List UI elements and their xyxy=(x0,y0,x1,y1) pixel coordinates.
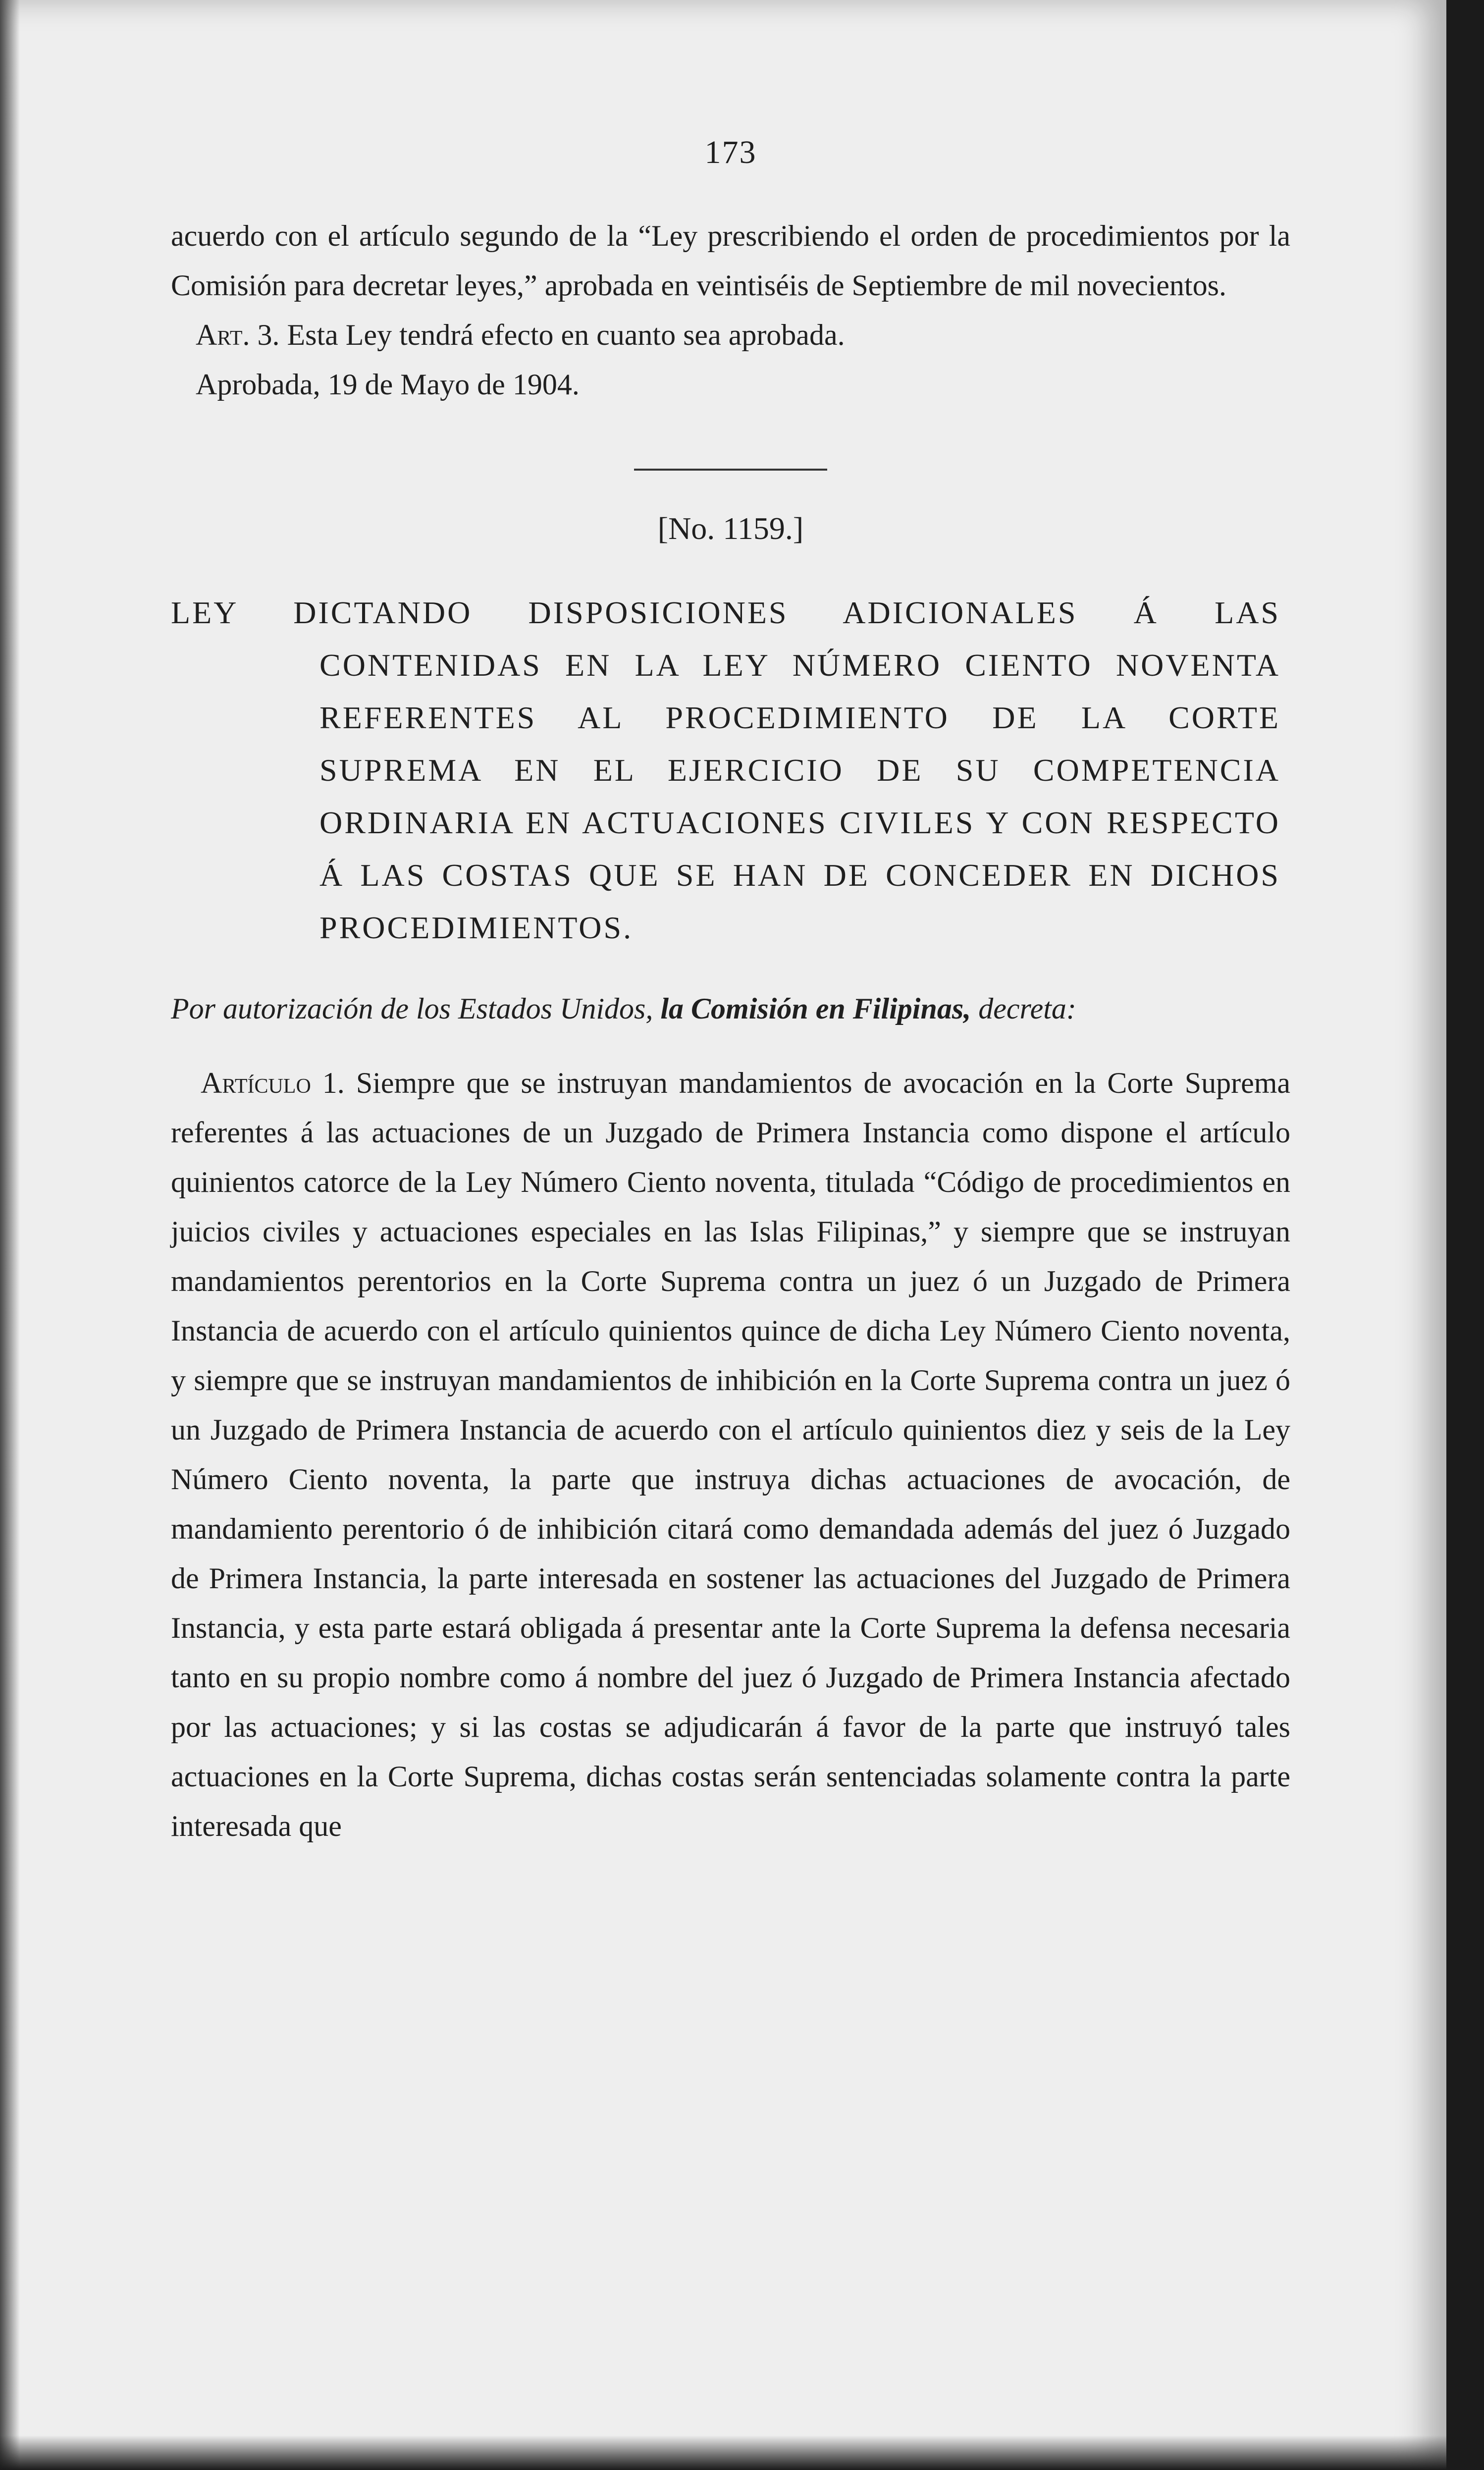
page-number: 173 xyxy=(704,134,757,170)
section-divider xyxy=(634,469,827,471)
law-number: [No. 1159.] xyxy=(657,511,804,546)
article-1-paragraph xyxy=(171,1058,1290,1851)
enacting-prefix: Por autorización de los Estados Unidos, xyxy=(171,992,653,1025)
continuation-paragraph: acuerdo con el artículo segundo de la “Ley prescribiendo el orden de procedimientos por la Comisión para decretar leyes,” aprobada en veintiséis de Septiembre de mil novecientos. xyxy=(171,219,1290,302)
law-title: LEY DICTANDO DISPOSICIONES ADICIONALES Á LAS CONTENIDAS EN LA LEY NÚMERO CIENTO NOVENTA REFERENTES AL PROCEDIMIENTO DE LA CORTE SUPREMA EN EL EJERCICIO DE SU COMPETENCIA ORDINARIA EN ACTUACIONES CIVILES Y CON RESPECTO Á LAS COSTAS QUE SE HAN DE CONCEDER EN DICHOS PROCEDIMIENTOS. xyxy=(171,595,1280,945)
bottom-shadow xyxy=(0,2435,1484,2470)
enacting-clause xyxy=(171,984,1290,1033)
approval-date: Aprobada, 19 de Mayo de 1904. xyxy=(196,368,580,401)
article-1-label: Artículo 1. xyxy=(201,1067,345,1099)
page-content xyxy=(171,134,1290,1851)
article-3-label: Art. 3. xyxy=(196,319,280,351)
enacting-suffix: decreta: xyxy=(978,992,1076,1025)
binding-shadow xyxy=(0,0,20,2470)
article-3-paragraph xyxy=(171,310,1290,360)
article-3-text: Esta Ley tendrá efecto en cuanto sea aprobada. xyxy=(287,319,845,351)
enacting-commission: la Comisión en Filipinas, xyxy=(660,992,971,1025)
article-1-text: Siempre que se instruyan mandamientos de avocación en la Corte Suprema referentes á las actuaciones de un Juzgado de Primera Instancia como dispone el artículo quinientos catorce de la Ley Número Ciento noventa, titulada “Código de procedimientos en juicios civiles y actuaciones especiales en las Islas Filipinas,” y siempre que se instruyan mandamientos perentorios en la Corte Suprema contra un juez ó un Juzgado de Primera Instancia de acuerdo con el artículo quinientos quince de dicha Ley Número Ciento noventa, y siempre que se instruyan mandamientos de inhibición en la Corte Suprema contra un juez ó un Juzgado de Primera Instancia de acuerdo con el artículo quinientos diez y seis de la Ley Número Ciento noventa, la parte que instruya dichas actuaciones de avocación, de mandamiento perentorio ó de inhibición citará como demandada además del juez ó Juzgado de Primera Instancia, la parte interesada en sostener las actuaciones del Juzgado de Primera Instancia, y esta parte estará obligada á presentar ante la Corte Suprema la defensa necesaria tanto en su propio nombre como á nombre del juez ó Juzgado de Primera Instancia afectado por las actuaciones; y si las costas se adjudicarán á favor de la parte que instruyó tales actuaciones en la Corte Suprema, dichas costas serán sentenciadas solamente contra la parte interesada que xyxy=(171,1067,1291,1842)
